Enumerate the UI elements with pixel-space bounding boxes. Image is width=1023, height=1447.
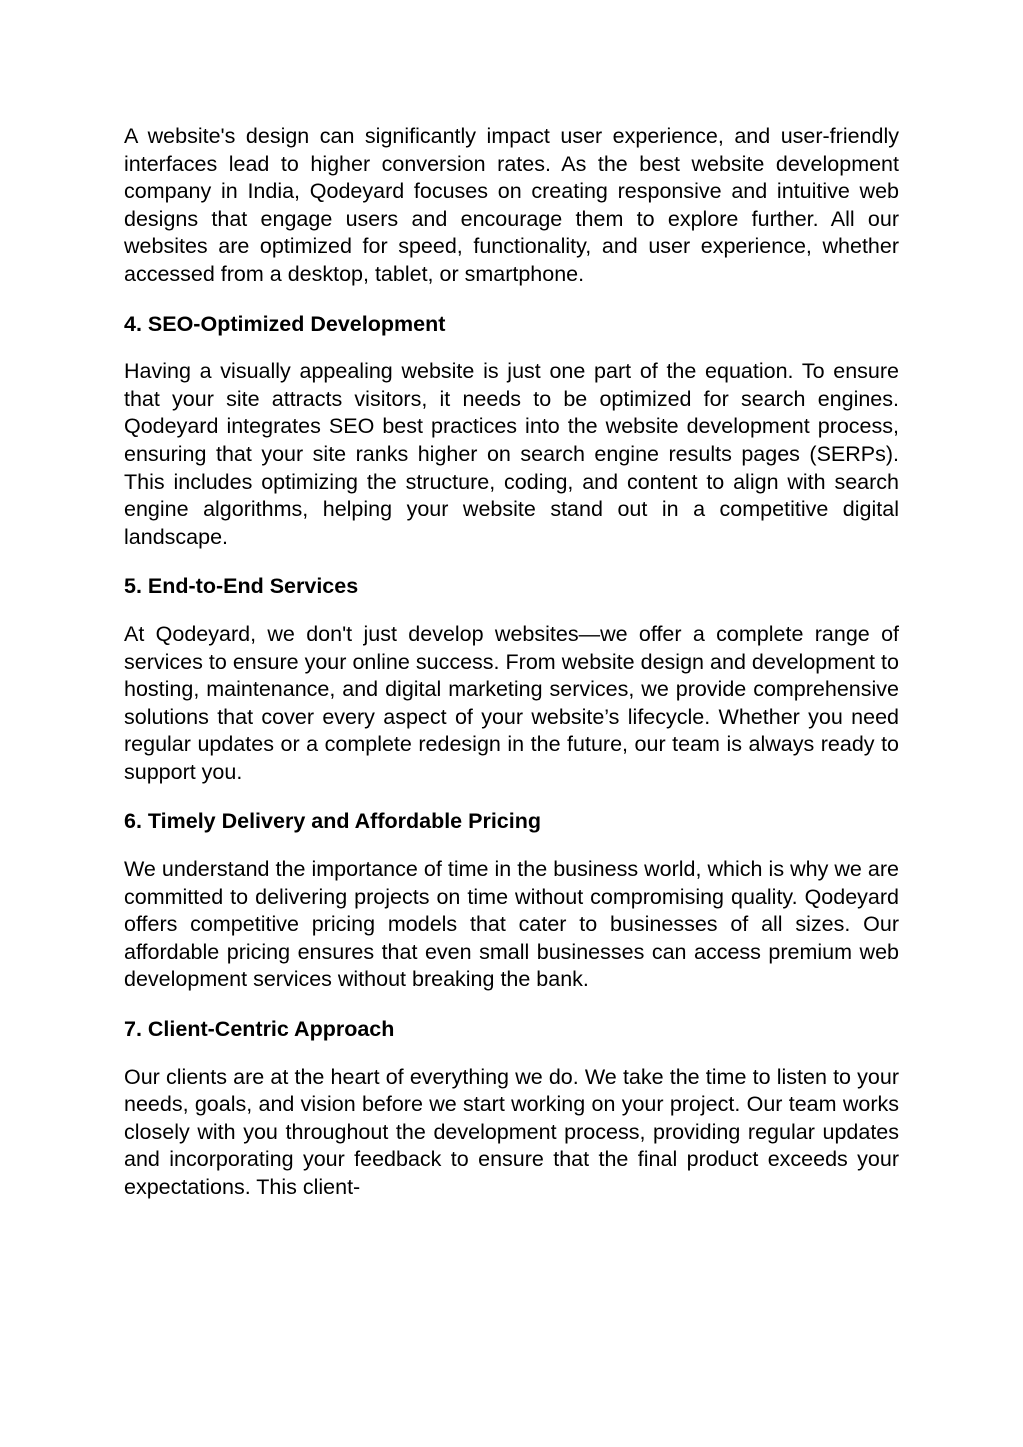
section-heading-end-to-end: 5. End-to-End Services [124, 574, 359, 599]
section-heading-delivery-pricing: 6. Timely Delivery and Affordable Pricing [124, 809, 541, 834]
section-heading-seo: 4. SEO-Optimized Development [124, 311, 446, 336]
section-body-end-to-end: At Qodeyard, we don't just develop websites—we offer a complete range of services to ensure your online success. From website design and development to hosting, maintenance, and digital marketing services, we provide comprehensive solutions that cover every aspect of your website’s lifecycle. Whether you need regular updates or a complete redesign in the future, our team is always ready to support you. [124, 621, 899, 784]
document-page [124, 123, 899, 1202]
section-body-client-centric: Our clients are at the heart of everything we do. We take the time to listen to your needs, goals, and vision before we start working on your project. Our team works closely with you throughout the development process, providing regular updates and incorporating your feedback to ensure that the final product exceeds your expectations. This client- [124, 1064, 899, 1199]
section-body-delivery-pricing: We understand the importance of time in the business world, which is why we are committed to delivering projects on time without compromising quality. Qodeyard offers competitive pricing models that cater to businesses of all sizes. Our affordable pricing ensures that even small businesses can access premium web development services without breaking the bank. [124, 857, 899, 992]
section-heading-client-centric: 7. Client-Centric Approach [124, 1017, 395, 1042]
section-body-seo: Having a visually appealing website is just one part of the equation. To ensure that your site attracts visitors, it needs to be optimized for search engines. Qodeyard integrates SEO best practices into the website development process, ensuring that your site ranks higher on search engine results pages (SERPs). This includes optimizing the structure, coding, and content to align with search engine algorithms, helping your website stand out in a competitive digital landscape. [124, 359, 899, 549]
intro-paragraph: A website's design can significantly impact user experience, and user-friendly interfaces lead to higher conversion rates. As the best website development company in India, Qodeyard focuses on creating responsive and intuitive web designs that engage users and encourage them to explore further. All our websites are optimized for speed, functionality, and user experience, whether accessed from a desktop, tablet, or smartphone. [124, 124, 899, 286]
